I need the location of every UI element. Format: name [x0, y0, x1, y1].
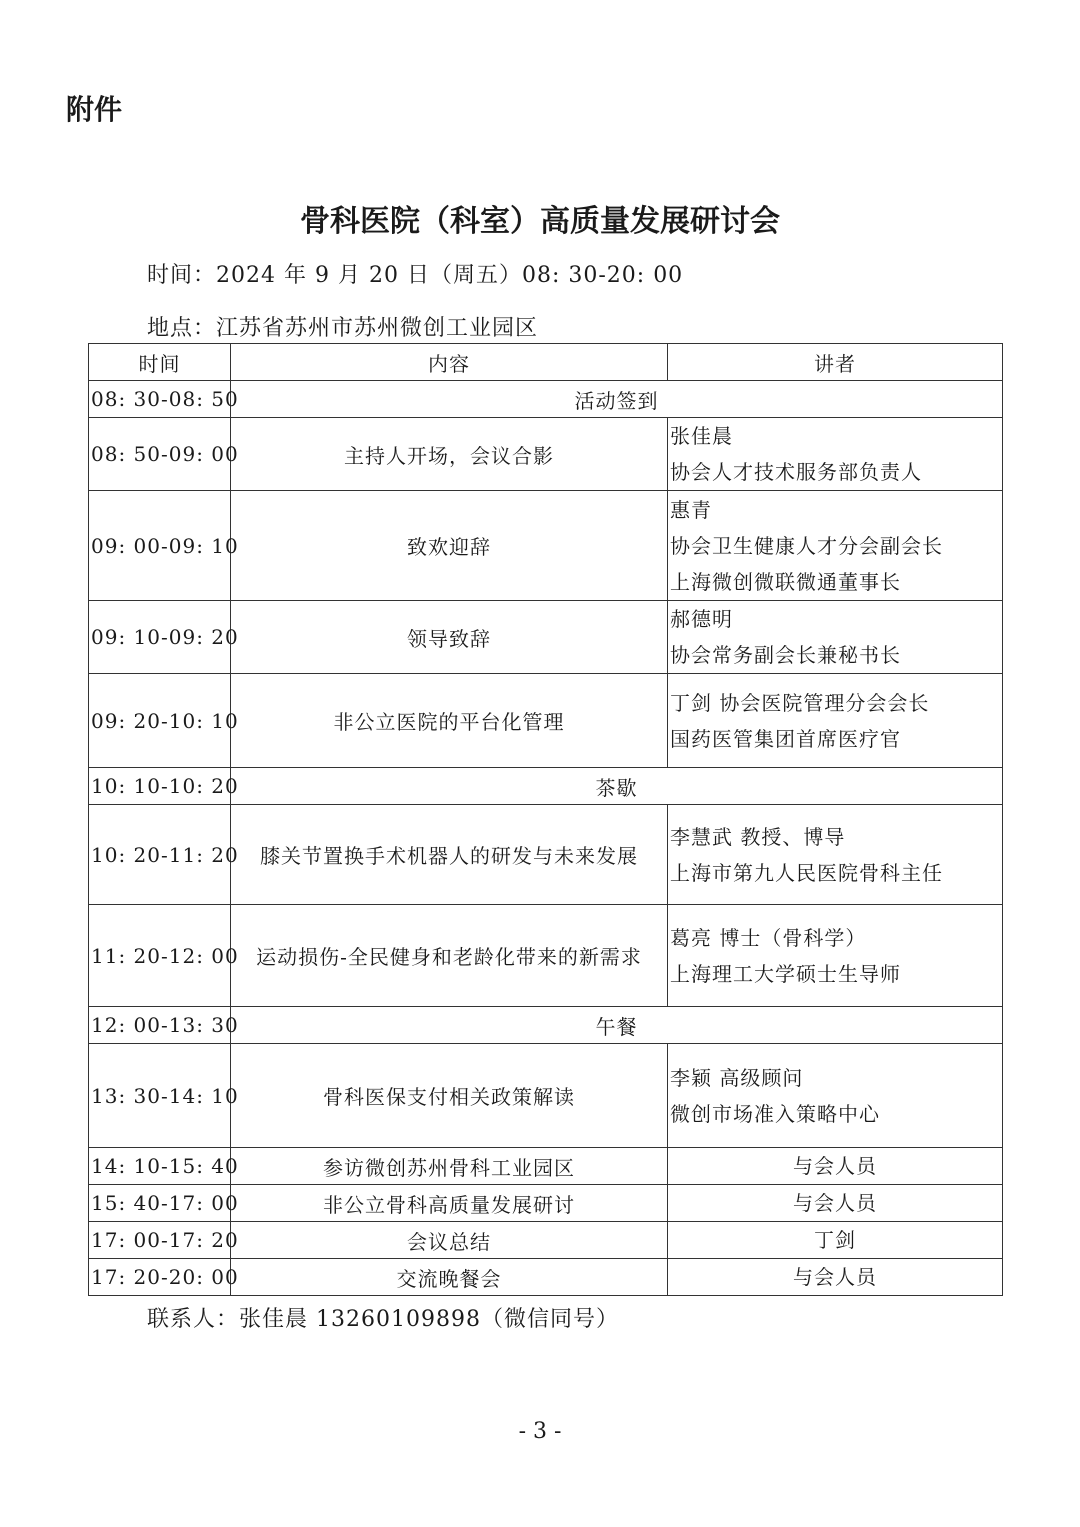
- place-label: 地点：: [147, 316, 217, 341]
- speaker-line: 葛亮 博士（骨科学）: [670, 925, 867, 950]
- row-content: 非公立骨科高质量发展研讨: [231, 1185, 668, 1222]
- row-time: 13: 30-14: 10: [89, 1044, 231, 1148]
- row-content: 非公立医院的平台化管理: [231, 674, 668, 768]
- row-time: 08: 50-09: 00: [89, 418, 231, 491]
- speaker-line: 惠青: [670, 497, 712, 522]
- row-time: 10: 10-10: 20: [89, 768, 231, 805]
- row-time: 09: 10-09: 20: [89, 601, 231, 674]
- speaker-line: 李颖 高级顾问: [670, 1065, 804, 1090]
- speaker-line: 李慧武 教授、博导: [670, 824, 846, 849]
- table-row: [89, 1222, 1003, 1259]
- schedule-body: [89, 381, 1003, 1296]
- row-activity: 午餐: [231, 1007, 1003, 1044]
- schedule-table: [88, 343, 1003, 1296]
- meeting-place: [147, 311, 538, 342]
- table-row: [89, 805, 1003, 905]
- table-row: [89, 768, 1003, 805]
- row-content: 运动损伤-全民健身和老龄化带来的新需求: [231, 905, 668, 1007]
- table-header-row: [89, 344, 1003, 381]
- contact-value: 张佳晨 13260109898（微信同号）: [239, 1307, 619, 1332]
- row-time: 08: 30-08: 50: [89, 381, 231, 418]
- speaker-line: 丁剑: [814, 1228, 856, 1252]
- row-activity: 茶歇: [231, 768, 1003, 805]
- speaker-line: 微创市场准入策略中心: [670, 1101, 880, 1126]
- speaker-line: 国药医管集团首席医疗官: [670, 726, 901, 751]
- page-number: - 3 -: [518, 1419, 562, 1444]
- row-content: 领导致辞: [231, 601, 668, 674]
- table-row: [89, 1185, 1003, 1222]
- row-speaker: [668, 674, 1003, 768]
- contact-line: [147, 1302, 619, 1333]
- speaker-line: 协会人才技术服务部负责人: [670, 460, 922, 484]
- row-time: 17: 20-20: 00: [89, 1259, 231, 1296]
- row-time: 14: 10-15: 40: [89, 1148, 231, 1185]
- speaker-line: 与会人员: [793, 1191, 877, 1215]
- row-content: 致欢迎辞: [231, 491, 668, 601]
- table-row: [89, 1007, 1003, 1044]
- row-time: 17: 00-17: 20: [89, 1222, 231, 1259]
- header-speaker: 讲者: [668, 344, 1003, 381]
- time-value: 2024 年 9 月 20 日（周五）08: 30-20: 00: [216, 263, 684, 288]
- speaker-line: 与会人员: [793, 1154, 877, 1178]
- row-content: 交流晚餐会: [231, 1259, 668, 1296]
- table-row: [89, 905, 1003, 1007]
- row-speaker: [668, 1185, 1003, 1222]
- row-content: 主持人开场，会议合影: [231, 418, 668, 491]
- table-row: [89, 418, 1003, 491]
- row-content: 骨科医保支付相关政策解读: [231, 1044, 668, 1148]
- table-row: [89, 381, 1003, 418]
- row-content: 会议总结: [231, 1222, 668, 1259]
- table-row: [89, 1259, 1003, 1296]
- speaker-line: 上海理工大学硕士生导师: [670, 961, 901, 986]
- table-row: [89, 674, 1003, 768]
- speaker-line: 上海市第九人民医院骨科主任: [670, 860, 943, 885]
- table-row: [89, 601, 1003, 674]
- row-time: 12: 00-13: 30: [89, 1007, 231, 1044]
- meeting-time: [147, 258, 683, 289]
- contact-label: 联系人：: [147, 1307, 240, 1332]
- speaker-line: 郝德明: [670, 607, 733, 631]
- row-speaker: [668, 1044, 1003, 1148]
- row-time: 09: 00-09: 10: [89, 491, 231, 601]
- row-speaker: [668, 601, 1003, 674]
- row-time: 09: 20-10: 10: [89, 674, 231, 768]
- row-speaker: [668, 1259, 1003, 1296]
- row-time: 15: 40-17: 00: [89, 1185, 231, 1222]
- table-row: [89, 1044, 1003, 1148]
- row-time: 10: 20-11: 20: [89, 805, 231, 905]
- document-title: 骨科医院（科室）高质量发展研讨会: [300, 204, 780, 239]
- row-speaker: [668, 1148, 1003, 1185]
- row-speaker: [668, 805, 1003, 905]
- time-label: 时间：: [147, 263, 217, 288]
- row-speaker: [668, 491, 1003, 601]
- row-time: 11: 20-12: 00: [89, 905, 231, 1007]
- row-content: 参访微创苏州骨科工业园区: [231, 1148, 668, 1185]
- attachment-label: 附件: [66, 93, 123, 126]
- place-value: 江苏省苏州市苏州微创工业园区: [216, 316, 539, 341]
- table-row: [89, 491, 1003, 601]
- speaker-line: 张佳晨: [670, 424, 733, 448]
- header-content: 内容: [231, 344, 668, 381]
- speaker-line: 协会卫生健康人才分会副会长: [670, 533, 943, 558]
- row-content: 膝关节置换手术机器人的研发与未来发展: [231, 805, 668, 905]
- header-time: 时间: [89, 344, 231, 381]
- speaker-line: 上海微创微联微通董事长: [670, 569, 901, 594]
- row-speaker: [668, 905, 1003, 1007]
- speaker-line: 与会人员: [793, 1265, 877, 1289]
- speaker-line: 丁剑 协会医院管理分会会长: [670, 690, 930, 715]
- speaker-line: 协会常务副会长兼秘书长: [670, 643, 901, 667]
- row-speaker: [668, 418, 1003, 491]
- table-row: [89, 1148, 1003, 1185]
- row-speaker: [668, 1222, 1003, 1259]
- row-activity: 活动签到: [231, 381, 1003, 418]
